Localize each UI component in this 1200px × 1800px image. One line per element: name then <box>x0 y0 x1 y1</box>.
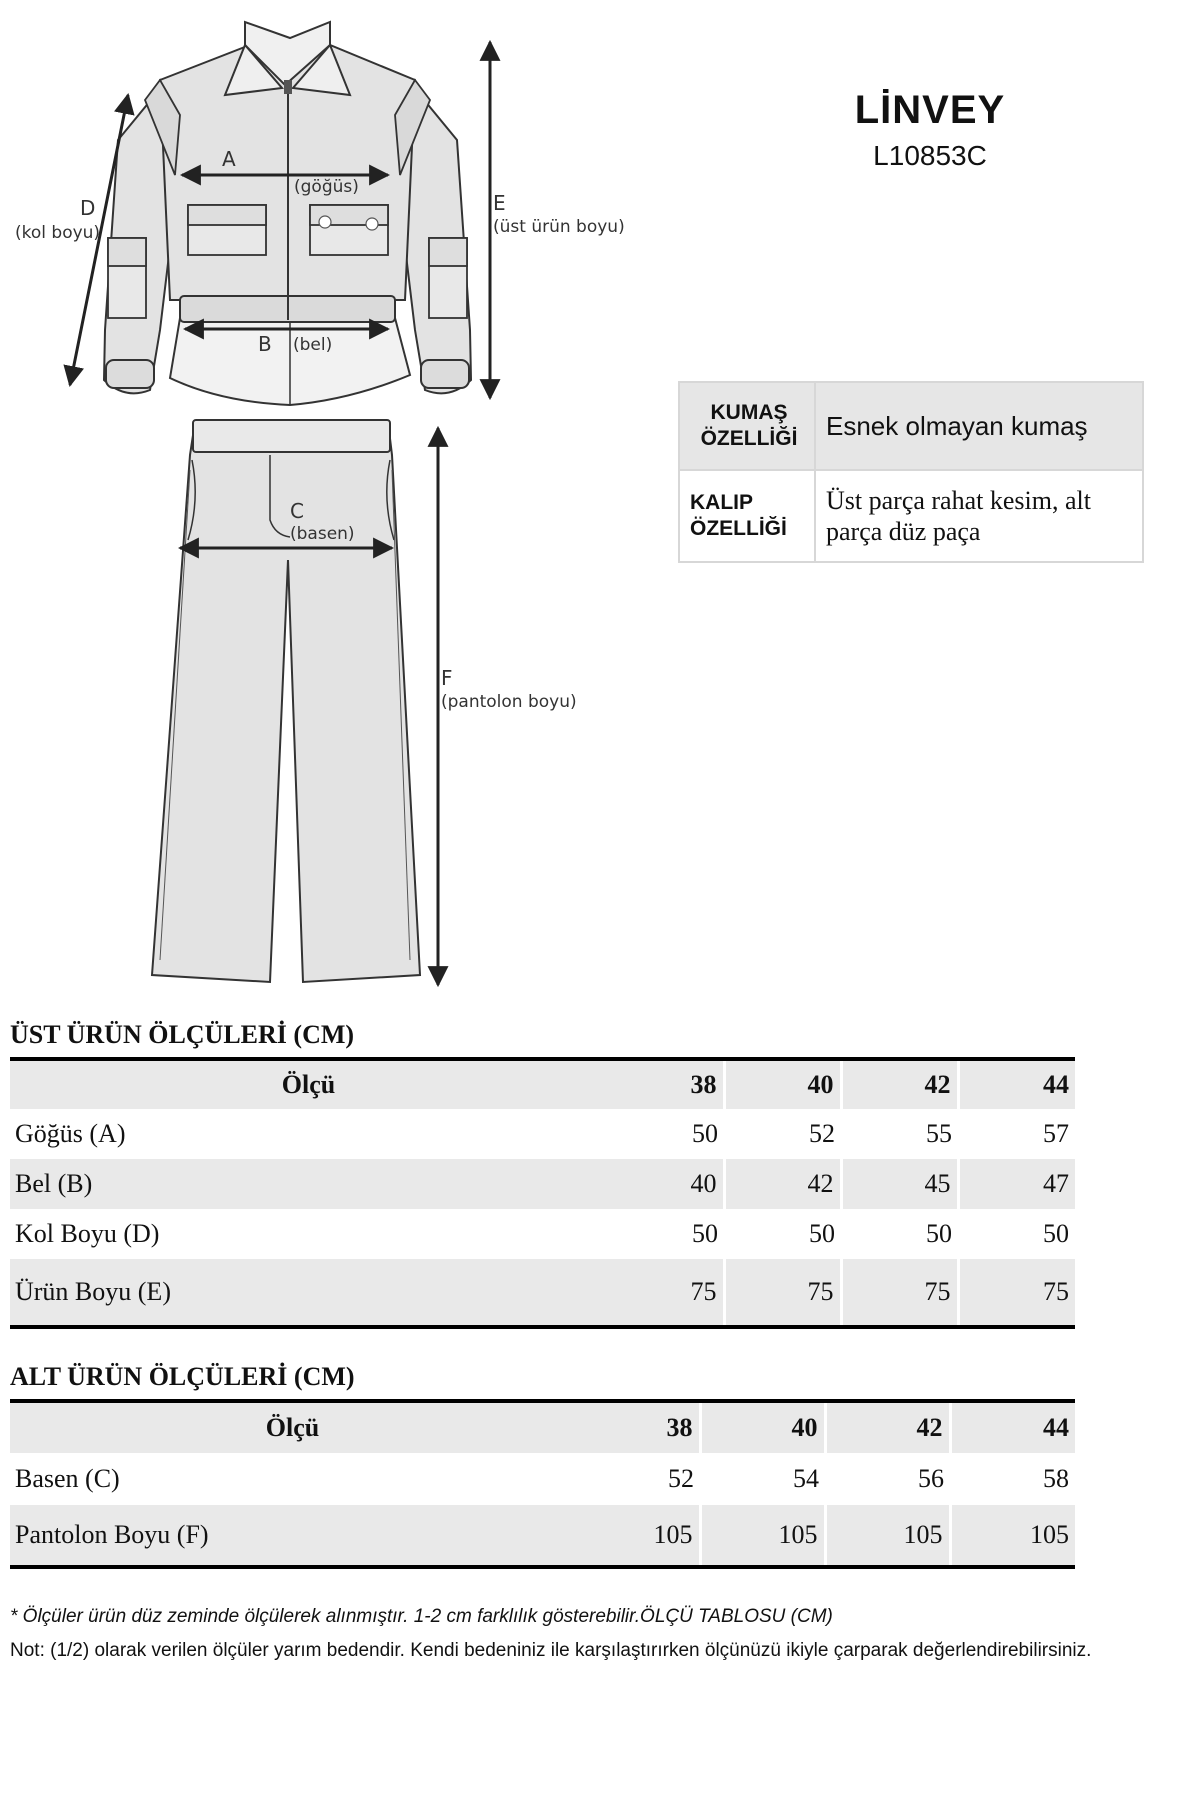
pattern-value-line1: Üst parça rahat kesim, alt <box>826 486 1091 515</box>
brand-name: LİNVEY <box>854 88 1006 132</box>
table-cell: 52 <box>668 1464 694 1493</box>
table-row <box>10 1109 1075 1159</box>
table-cell: 50 <box>926 1219 952 1248</box>
fabric-info-table <box>678 381 1144 563</box>
label-d: D <box>80 196 96 220</box>
pattern-value <box>815 470 1143 562</box>
table-row <box>10 1259 1075 1327</box>
lower-section-title: ALT ÜRÜN ÖLÇÜLERİ (CM) <box>10 1362 355 1391</box>
header-cell: 42 <box>825 1401 950 1453</box>
row-label: Ürün Boyu (E) <box>10 1259 607 1327</box>
label-b: B <box>258 332 272 356</box>
table-cell: 75 <box>958 1259 1075 1327</box>
label-e-sub: (üst ürün boyu) <box>493 217 625 237</box>
table-cell: 45 <box>841 1159 958 1209</box>
pattern-value-line2: parça düz paça <box>826 517 981 546</box>
row-label: Basen (C) <box>15 1464 120 1493</box>
table-cell: 40 <box>607 1159 724 1209</box>
header-cell: 42 <box>841 1059 958 1109</box>
table-cell: 52 <box>809 1119 835 1148</box>
table-cell: 54 <box>793 1464 819 1493</box>
trousers <box>152 422 420 982</box>
row-label: Pantolon Boyu (F) <box>10 1505 575 1567</box>
header-cell: 40 <box>700 1401 825 1453</box>
fabric-key <box>679 382 815 470</box>
footnote-measurement: * Ölçüler ürün düz zeminde ölçülerek alınmıştır. 1-2 cm farklılık gösterebilir.ÖLÇÜ TABLOSU (CM) <box>10 1606 833 1627</box>
label-c: C <box>290 499 304 523</box>
table-cell: 55 <box>926 1119 952 1148</box>
upper-measurements-table <box>10 1057 1075 1329</box>
table-cell: 58 <box>1043 1464 1069 1493</box>
pattern-key <box>679 470 815 562</box>
header-cell: 44 <box>958 1059 1075 1109</box>
table-cell: 75 <box>841 1259 958 1327</box>
label-f-sub: (pantolon boyu) <box>441 692 577 712</box>
fabric-key-line1: KUMAŞ <box>710 401 788 424</box>
header-cell: Ölçü <box>10 1059 607 1109</box>
header-cell: 38 <box>607 1059 724 1109</box>
table-cell: 105 <box>700 1505 825 1567</box>
label-e: E <box>493 191 506 215</box>
label-b-sub: (bel) <box>293 335 333 355</box>
table-cell: 75 <box>607 1259 724 1327</box>
header-cell: Ölçü <box>10 1401 575 1453</box>
fabric-value: Esnek olmayan kumaş <box>815 382 1143 470</box>
header-cell: 40 <box>724 1059 841 1109</box>
table-row <box>10 1453 1075 1505</box>
row-label: Göğüs (A) <box>15 1119 126 1148</box>
fabric-row <box>679 382 1143 470</box>
pattern-key-line1: KALIP <box>690 491 753 514</box>
footnote-half-size: Not: (1/2) olarak verilen ölçüler yarım bedendir. Kendi bedeniniz ile karşılaştırırken ölçünüzü ikiyle çarparak değerlendirebilirsiniz. <box>10 1640 1092 1661</box>
table-cell: 50 <box>692 1219 718 1248</box>
table-cell: 56 <box>918 1464 944 1493</box>
table-cell: 50 <box>809 1219 835 1248</box>
table-cell: 105 <box>575 1505 700 1567</box>
table-cell: 47 <box>958 1159 1075 1209</box>
table-cell: 75 <box>724 1259 841 1327</box>
fabric-key-line2: ÖZELLİĞİ <box>700 427 798 450</box>
table-cell: 105 <box>950 1505 1075 1567</box>
product-code: L10853C <box>873 140 987 171</box>
table-cell: 50 <box>692 1119 718 1148</box>
table-header-row <box>10 1059 1075 1109</box>
table-cell: 57 <box>1043 1119 1069 1148</box>
table-row <box>10 1209 1075 1259</box>
upper-section-title: ÜST ÜRÜN ÖLÇÜLERİ (CM) <box>10 1020 355 1049</box>
table-cell: 105 <box>825 1505 950 1567</box>
pattern-row <box>679 470 1143 562</box>
table-row <box>10 1159 1075 1209</box>
lower-measurements-table <box>10 1399 1075 1569</box>
label-a-sub: (göğüs) <box>294 177 359 197</box>
label-f: F <box>441 666 453 690</box>
table-cell: 50 <box>1043 1219 1069 1248</box>
header-cell: 44 <box>950 1401 1075 1453</box>
table-header-row <box>10 1401 1075 1453</box>
table-row <box>10 1505 1075 1567</box>
pattern-key-line2: ÖZELLİĞİ <box>690 517 787 540</box>
label-a: A <box>222 147 236 171</box>
row-label: Bel (B) <box>10 1159 607 1209</box>
table-cell: 42 <box>724 1159 841 1209</box>
row-label: Kol Boyu (D) <box>15 1219 160 1248</box>
header-cell: 38 <box>575 1401 700 1453</box>
label-d-sub: (kol boyu) <box>15 223 101 243</box>
label-c-sub: (basen) <box>290 524 355 544</box>
